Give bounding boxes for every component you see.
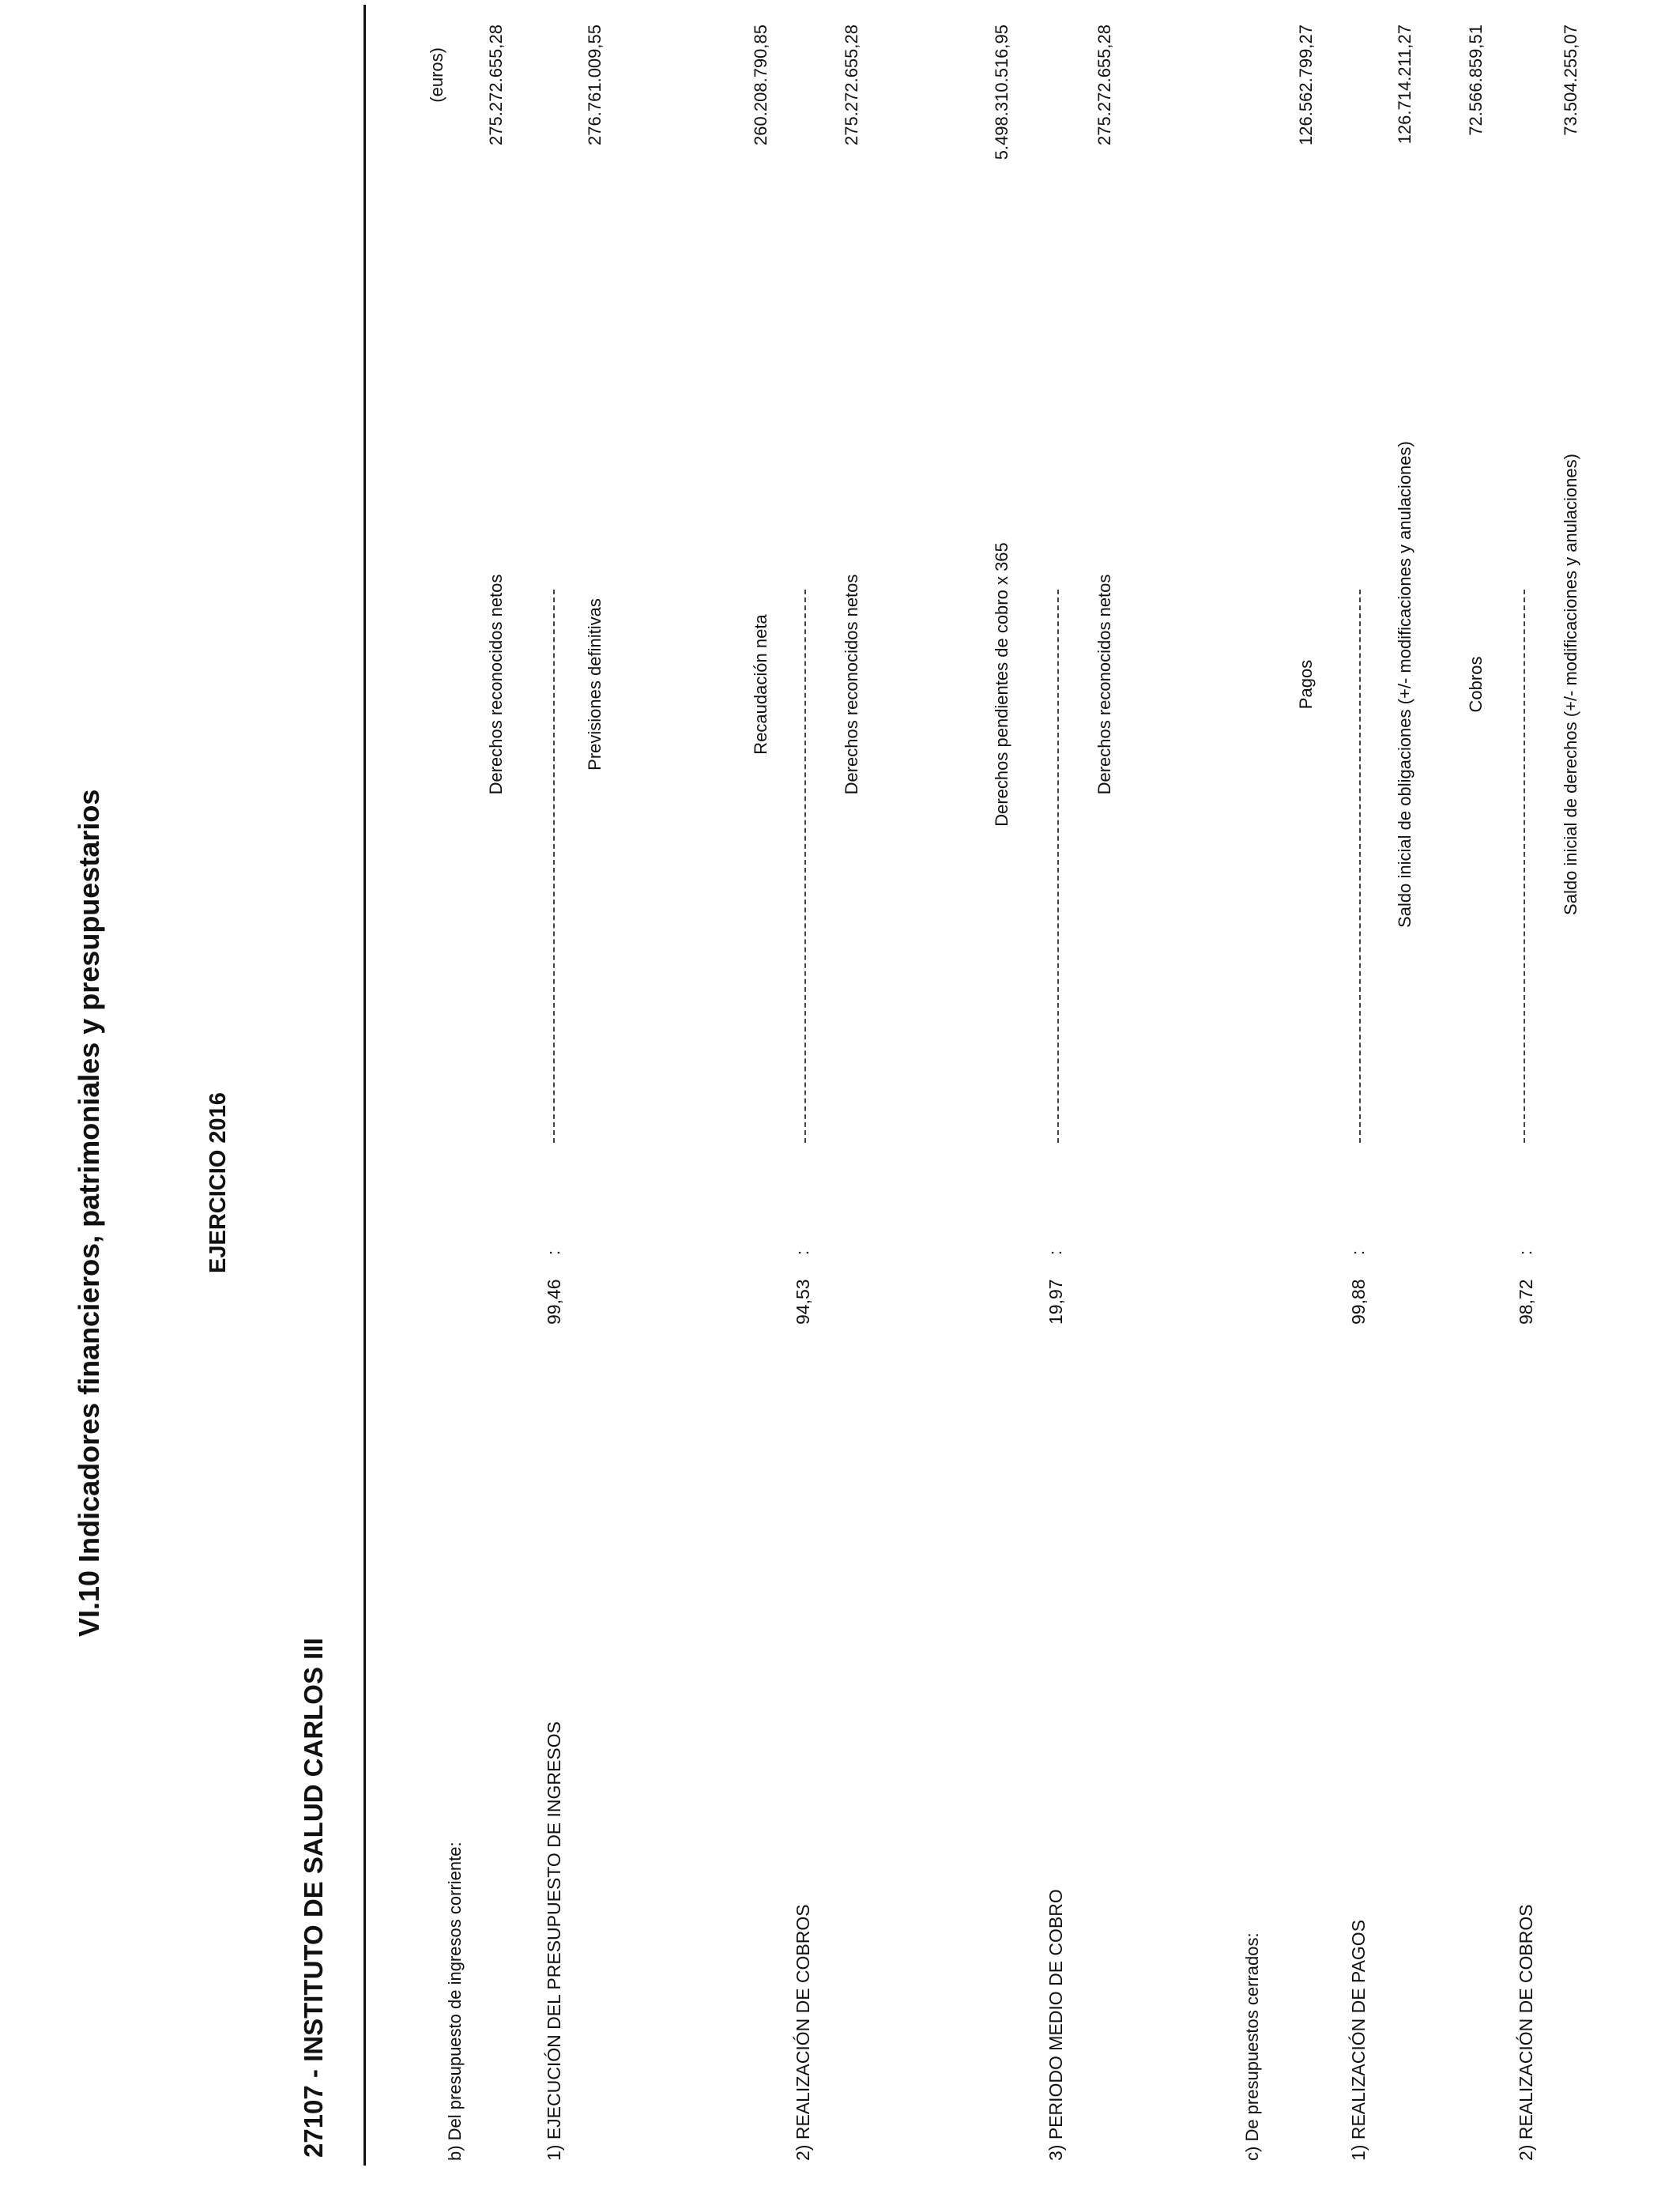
- fraction-line: [1359, 590, 1361, 1143]
- section-c-heading: c) De presupuestos cerrados:: [1242, 1932, 1262, 2161]
- fraction-numerator: Derechos pendientes de cobro x 365: [992, 542, 1011, 827]
- fiscal-year-heading: EJERCICIO 2016: [205, 1092, 231, 1273]
- fraction-line: [804, 590, 806, 1143]
- fraction-denominator: Saldo inicial de obligaciones (+/- modificaciones y anulaciones): [1395, 441, 1414, 928]
- entity-heading: 27107 - INSTITUTO DE SALUD CARLOS III: [299, 1638, 328, 2158]
- fraction-line: [1057, 590, 1059, 1143]
- denominator-amount: 275.272.655,28: [842, 25, 861, 145]
- indicator-colon: :: [793, 1250, 812, 1255]
- indicator-label: 3) PERIODO MEDIO DE COBRO: [1045, 1889, 1066, 2161]
- indicator-colon: :: [1348, 1250, 1368, 1255]
- indicator-value: 19,97: [1045, 1279, 1066, 1325]
- fraction-numerator: Cobros: [1466, 656, 1486, 713]
- currency-unit: (euros): [427, 47, 446, 103]
- fraction-line: [553, 590, 555, 1143]
- fraction-numerator: Recaudación neta: [751, 614, 770, 755]
- indicator-label: 2) REALIZACIÓN DE COBROS: [793, 1904, 813, 2161]
- page-title: VI.10 Indicadores financieros, patrimoniales y presupuestarios: [73, 789, 105, 1637]
- section-b-heading: b) Del presupuesto de ingresos corriente:: [445, 1842, 465, 2161]
- numerator-amount: 126.562.799,27: [1296, 25, 1316, 145]
- header-divider: [363, 5, 366, 2166]
- denominator-amount: 275.272.655,28: [1094, 25, 1114, 145]
- fraction-denominator: Derechos reconocidos netos: [842, 574, 861, 795]
- fraction-denominator: Derechos reconocidos netos: [1094, 574, 1114, 795]
- fraction-denominator: Previsiones definitivas: [585, 598, 605, 771]
- numerator-amount: 260.208.790,85: [751, 25, 770, 145]
- indicator-value: 99,46: [544, 1279, 564, 1325]
- numerator-amount: 72.566.859,51: [1466, 25, 1486, 136]
- indicator-value: 98,72: [1516, 1279, 1536, 1325]
- numerator-amount: 275.272.655,28: [486, 25, 506, 145]
- indicator-label: 2) REALIZACIÓN DE COBROS: [1516, 1904, 1536, 2161]
- fraction-numerator: Pagos: [1296, 659, 1316, 710]
- denominator-amount: 276.761.009,55: [585, 25, 605, 145]
- fraction-denominator: Saldo inicial de derechos (+/- modificaciones y anulaciones): [1561, 454, 1580, 915]
- denominator-amount: 126.714.211,27: [1395, 25, 1414, 145]
- indicator-label: 1) REALIZACIÓN DE PAGOS: [1348, 1919, 1369, 2161]
- numerator-amount: 5.498.310.516,95: [992, 25, 1011, 160]
- indicator-colon: :: [1516, 1250, 1535, 1255]
- fraction-line: [1524, 590, 1525, 1143]
- indicator-label: 1) EJECUCIÓN DEL PRESUPUESTO DE INGRESOS: [544, 1721, 564, 2161]
- fraction-numerator: Derechos reconocidos netos: [486, 574, 506, 795]
- denominator-amount: 73.504.255,07: [1561, 25, 1580, 136]
- indicator-colon: :: [1045, 1250, 1065, 1255]
- indicator-value: 94,53: [793, 1279, 813, 1325]
- indicator-value: 99,88: [1348, 1279, 1369, 1325]
- indicator-colon: :: [544, 1250, 563, 1255]
